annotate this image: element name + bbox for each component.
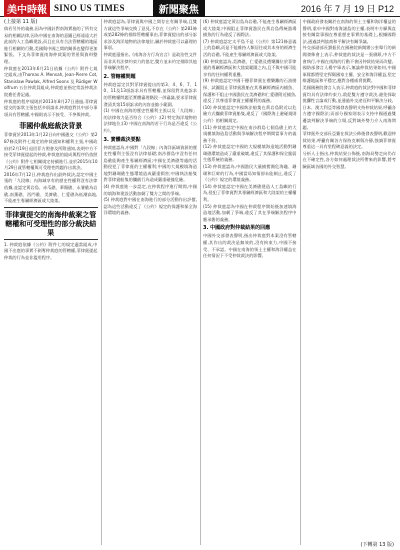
- continued-to-note: (下轉第 13 版): [360, 542, 394, 548]
- paragraph: (6) 仲裁庭認定黃岩島為岩礁,不能產生專屬經濟區或大陸架;中國阻止菲律賓漁民在黃岩島傳統漁場捕魚的行為違反了國際法。: [203, 19, 297, 38]
- paragraph: 國防部發言人楊宇軍表示,無論仲裁結果如何,中國軍隊都將堅定捍衛國家主權、安全和海洋權益,堅定維護地區和平穩定,應對各種威脅挑戰。: [302, 65, 396, 84]
- article-columns: [4, 19, 396, 545]
- paragraph: (14) 仲裁庭認定中國在美濟礁建造人工島嶼的行為,侵犯了菲律賓對其專屬經濟區和大陸架的主權權利。: [203, 183, 297, 203]
- paragraph: (9) 仲裁庭認定中國干擾菲律賓在禮樂灘的石油勘探、試圖阻止菲律賓漁船在其專屬經濟區內捕魚、保護和不阻止中國漁民在美濟礁和仁愛礁附近捕魚,違反了其尊重菲律賓主權權利的義務。: [203, 78, 297, 104]
- issue-date: 2016 年 7 月 19 日: [300, 3, 376, 14]
- paragraph: (13) 仲裁庭認為,中國漁民大量捕撈瀕危海龜、珊瑚和巨蚌的行為,中國當局知情卻未能制止,違反了《公約》規定的環境義務。: [203, 164, 297, 183]
- section-headline: 菲律賓提交的南海仲裁案之管轄權和可受理性的部分裁決結果: [4, 207, 98, 240]
- dateline: [301, 2, 394, 15]
- paragraph: 菲律賓於2013年1月22日向中國遞交《公約》第287條及附件七規定的仲裁通知和權利主張,中國政府於2月19日退回菲方照會及所附通知,表明中方不接受菲律賓提起的仲裁,仲裁庭的組成與程序仍依照《公約》附件七相關規定持續進行,並於2015年10月29日就管轄權與可受理性問題作出裁決。: [4, 132, 98, 171]
- continued-from-note: (上接第 11 版): [4, 19, 38, 25]
- masthead: [0, 0, 400, 17]
- paragraph: 仲裁庭在2013年6月21日依據《公約》附件七規定組成,由Thomas A. Mensah, Jean-Pierre Cot, Stanislaw Pawlak, Alfred Soons 及 Rüdiger Wolfrum 五位仲裁員組成,仲裁庭並指定常設仲裁法院擔任書記處。: [4, 65, 99, 97]
- paragraph: 菲律賓外交部長亞賽在裁決公佈後發表聲明,歡迎仲裁結果,呼籲有關各方保持克制與冷靜,強調菲律賓尊重這一具有里程碑意義的決定。: [302, 131, 396, 150]
- column-3: [203, 19, 297, 545]
- paragraph: 仲裁庭還指出,《南海各方行為宣言》是政治性文件而非具有法律約束力的協定,雙方並未約定排除其他爭端解決程序。: [103, 51, 197, 71]
- paragraph: 中國政府發表關於在南海的領土主權和海洋權益的聲明,重申中國對南海諸島的主權,表明中方願與直接有關當事國在尊重歷史事實的基礎上,根據國際法,通過談判協商和平解決有關爭議。: [302, 19, 396, 44]
- paragraph: 仲裁庭的程序規則於2013年8月27日通過,菲律賓提交的訴狀主張包括多項請求,仲裁庭對其中部分事項具有管轄權,中國則表示不接受、不參與仲裁。: [4, 98, 98, 117]
- paragraph: 日本、澳大利亞等國發表聲明支持仲裁結果,呼籲各方遵守國際法;而部分國家則表示支持中國通過雙邊談判解決爭端的立場,反對域外勢力介入南海問題。: [302, 104, 396, 130]
- page-number: P12: [377, 3, 394, 14]
- subheading: 3. 中國政府對仲裁結果的回應: [203, 225, 271, 232]
- paragraph: 仲裁庭認定其對菲律賓提出的第3、4、6、7、10、11及13項訴求具有管轄權,並保留對其他訴求的管轄權問題至實體審理階段一併審議,要求菲律賓澄清其第15項訴求的內容並縮小範圍。: [103, 81, 197, 107]
- paragraph: 美國國務院發言人表示,仲裁庭的裁決對中國和菲律賓均具有法律約束力,敦促雙方遵守裁決,避免採取挑釁性言論或行動,並通過外交途徑和平解決分歧。: [302, 84, 396, 104]
- section-title: 新聞聚焦: [153, 0, 205, 17]
- paragraph: (7) 仲裁庭認定太平島不是《公約》第121條意義上的島嶼,而是不能維持人類居住或其本身的經濟生活的岩礁,不能產生專屬經濟區或大陸架。: [203, 38, 297, 57]
- paragraph: (12) 仲裁庭認定中國的大規模填海造地活動對珊瑚礁環境造成了嚴重破壞,違反了其保護和保全脆弱生態系統的義務。: [203, 144, 297, 163]
- paragraph: (15) 仲裁庭認為中國在仲裁程序開始後加速填海造地活動,加劇了爭端,違反了其在爭端解決程序中應承擔的義務。: [203, 203, 297, 222]
- paragraph: 中國外交部發表聲明,指出仲裁庭對本案沒有管轄權,其作出的裁決是無效的,沒有拘束力,中國不接受、不承認。中國在南海的領土主權和海洋權益在任何情況下不受仲裁裁決的影響。: [203, 233, 297, 259]
- paragraph: 1. 仲裁庭依據《公約》附件七的規定適當組成,中國不出庭的事實不剝奪仲裁庭的管轄權,菲律賓提起仲裁的行為並非濫用程序。: [4, 241, 98, 261]
- paragraph: 2016年7月12日,仲裁庭作出最終裁決,認定中國主張的「九段線」內海域享有的歷史性權利沒有法律依據,並認定黃岩島、赤瓜礁、華陽礁、永暑礁為岩礁,南薰礁、西門礁、美濟礁、仁愛礁為低潮高地,不能產生專屬經濟區或大陸架。: [4, 171, 98, 204]
- paragraph: 倘若另外的義務,因為中國針對南海實施的了所有交易的相關法律,因為中國在南海的意圖已經遠遠大於此前的人工島嶼建設,而且在具有合法管轄權的地區進行相關的行動,美國與中國之間的關係也變得更加緊張。下文為菲律賓南海仲裁案的背景與資料整理。: [4, 26, 98, 64]
- column-1: [4, 19, 98, 545]
- paragraph: 外交部副部長劉振民在國務院新聞辦公室舉行的新聞發佈會上表示,仲裁庭的裁決是一張廢紙,中方不會執行,中國在南海的行動不會因仲裁結果而改變。: [302, 45, 396, 64]
- paragraph: 仲裁庭認為,菲律賓與中國之間存在有關爭端,且雙方就這些爭端交換了意見,不存在《公約》第281條或第282條的排除管轄權事由,菲律賓提出的部分訴求涉及海洋地物的法律地位,屬於仲裁庭可以審理的事項。: [103, 19, 197, 51]
- column-2: [104, 19, 198, 545]
- subheading: 2. 管轄權問題: [103, 73, 136, 80]
- column-4: [303, 19, 397, 545]
- paragraph: (10) 仲裁庭認定中國執法船隻在黃岩島附近以危險方式攔截菲律賓船隻,違反了《國際海上避碰規則公約》的相關規定。: [203, 104, 297, 123]
- subheading: 3. 實體裁決要點: [103, 136, 141, 143]
- paragraph: (4) 仲裁庭進一步認定,在仲裁程序進行期間,中國的填海和建設活動加劇了雙方之間的爭端。: [103, 184, 197, 196]
- paragraph: (8) 仲裁庭認為,美濟礁、仁愛礁及禮樂灘位於菲律賓的專屬經濟區和大陸架範圍之內,且不與中國可能享有的任何權利重疊。: [203, 58, 297, 77]
- section-headline: 菲國仲裁庭裁決背景: [19, 121, 83, 131]
- newspaper-logo-english: SINO US TIMES: [54, 3, 125, 13]
- paragraph: (11) 仲裁庭認定中國在南沙群島七個島礁上的大規模填海造島活動與爭端解決程序期間當事方的義務不符。: [203, 124, 297, 143]
- paragraph: (5) 仲裁庭對中國在南海進行的部分活動作出評價,認為這些活動違反了《公約》規定的保護和保全海洋環境的義務。: [103, 197, 197, 216]
- newspaper-logo-chinese: 美中時報: [4, 0, 50, 17]
- paragraph: 分析人士指出,仲裁結果公佈後,南海局勢走向仍存在不確定性,各方如何處理裁決所帶來的影響,將考驗區域各國的外交智慧。: [302, 150, 396, 170]
- paragraph: (1) 中國在南海的歷史性權利主張以及「九段線」的法律效力是否符合《公約》;(2) 特定海洋地物的法律地位;(3) 中國在南海的若干行為是否違反《公約》。: [103, 108, 197, 133]
- paragraph: 仲裁庭認為,中國對「九段線」內海洋區域資源的歷史性權利主張沒有法律基礎;南沙群島中沒有任何島礁能夠產生專屬經濟區;中國在美濟礁等處的活動侵犯了菲律賓的主權權利;中國的大規模填海造地對珊瑚礁生態環境造成嚴重損害;中國執法船隻對菲律賓船隻的攔截行為造成嚴重碰撞危險。: [103, 144, 197, 183]
